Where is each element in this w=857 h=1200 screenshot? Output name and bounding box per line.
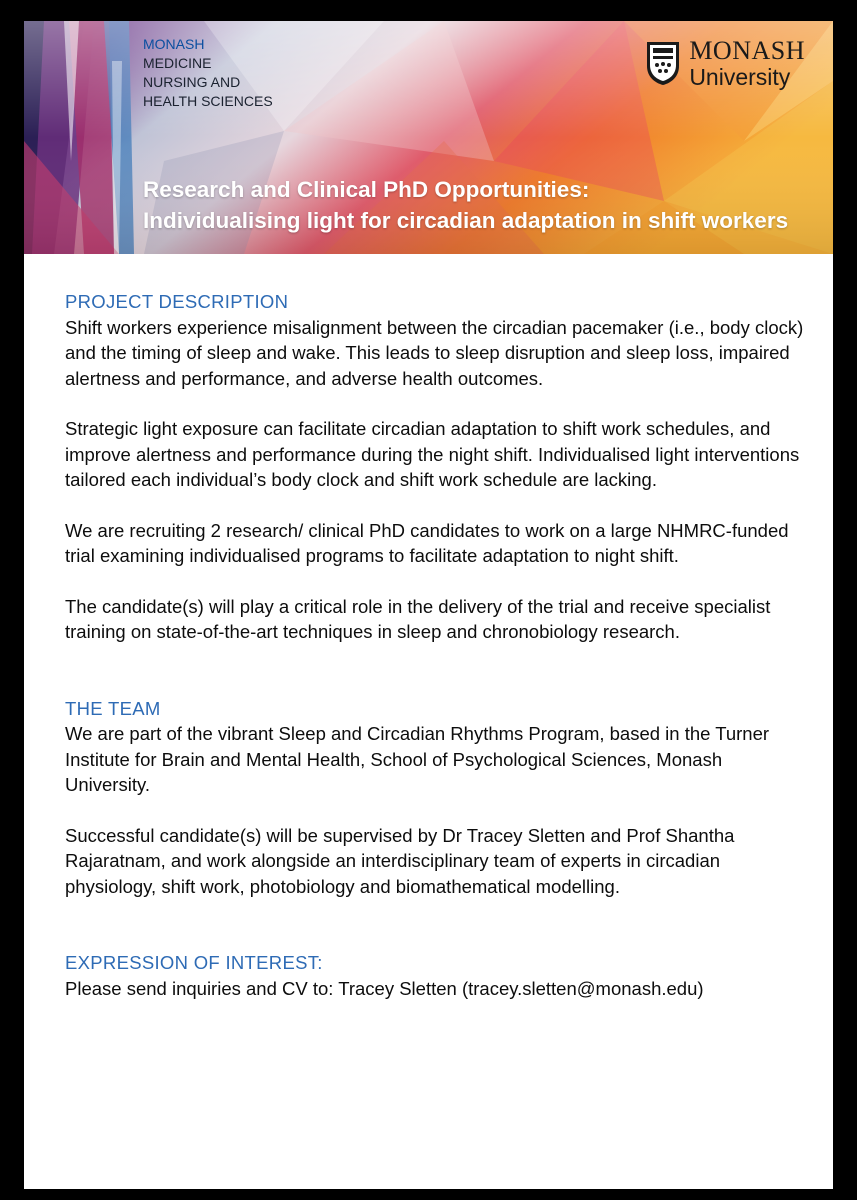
team-section bbox=[65, 696, 805, 900]
interest-heading: EXPRESSION OF INTEREST: bbox=[65, 952, 323, 973]
title-line-2: Individualising light for circadian adaptation in shift workers bbox=[143, 208, 789, 233]
faculty-line-1: MEDICINE bbox=[143, 55, 212, 71]
faculty-line-3: HEALTH SCIENCES bbox=[143, 93, 273, 109]
flyer-body bbox=[65, 289, 805, 1026]
project-description-heading: PROJECT DESCRIPTION bbox=[65, 291, 289, 312]
faculty-org: MONASH bbox=[143, 36, 205, 52]
logo-wordmark-bottom: University bbox=[689, 63, 791, 90]
logo-wordmark-top: MONASH bbox=[689, 35, 805, 65]
interest-section bbox=[65, 950, 805, 1001]
project-description-section bbox=[65, 289, 805, 645]
page-title bbox=[143, 174, 823, 236]
project-paragraph-3: We are recruiting 2 research/ clinical PhD candidates to work on a large NHMRC-funded trial examining individualised programs to facilitate adaptation to night shift. bbox=[65, 519, 789, 566]
header-banner bbox=[24, 21, 833, 254]
project-paragraph-1: Shift workers experience misalignment between the circadian pacemaker (i.e., body clock) and the timing of sleep and wake. This leads to sleep disruption and sleep loss, impaired alertness and performance, and adverse health outcomes. bbox=[65, 316, 804, 389]
project-paragraph-4: The candidate(s) will play a critical role in the delivery of the trial and receive specialist training on state-of-the-art techniques in sleep and chronobiology research. bbox=[65, 595, 771, 642]
project-paragraph-2: Strategic light exposure can facilitate circadian adaptation to shift work schedules, and improve alertness and performance during the night shift. Individualised light interventions tailored each individual’s body clock and shift work schedule are lacking. bbox=[65, 418, 800, 490]
monash-logo bbox=[645, 35, 805, 91]
team-heading: THE TEAM bbox=[65, 697, 161, 719]
team-paragraph-2: Successful candidate(s) will be supervised by Dr Tracey Sletten and Prof Shantha Rajaratnam, and work alongside an interdisciplinary team of experts in circadian physiology, shift work, photobiology and biomathematical modelling. bbox=[65, 824, 735, 897]
faculty-label bbox=[143, 35, 273, 111]
team-paragraph-1: We are part of the vibrant Sleep and Circadian Rhythms Program, based in the Turner Institute for Brain and Mental Health, School of Psychological Sciences, Monash University. bbox=[65, 723, 770, 795]
title-line-1: Research and Clinical PhD Opportunities: bbox=[143, 177, 590, 202]
crest-icon bbox=[645, 40, 681, 86]
faculty-line-2: NURSING AND bbox=[143, 74, 241, 90]
flyer-page bbox=[24, 21, 833, 1189]
interest-text: Please send inquiries and CV to: Tracey Sletten (tracey.sletten@monash.edu) bbox=[65, 977, 704, 999]
